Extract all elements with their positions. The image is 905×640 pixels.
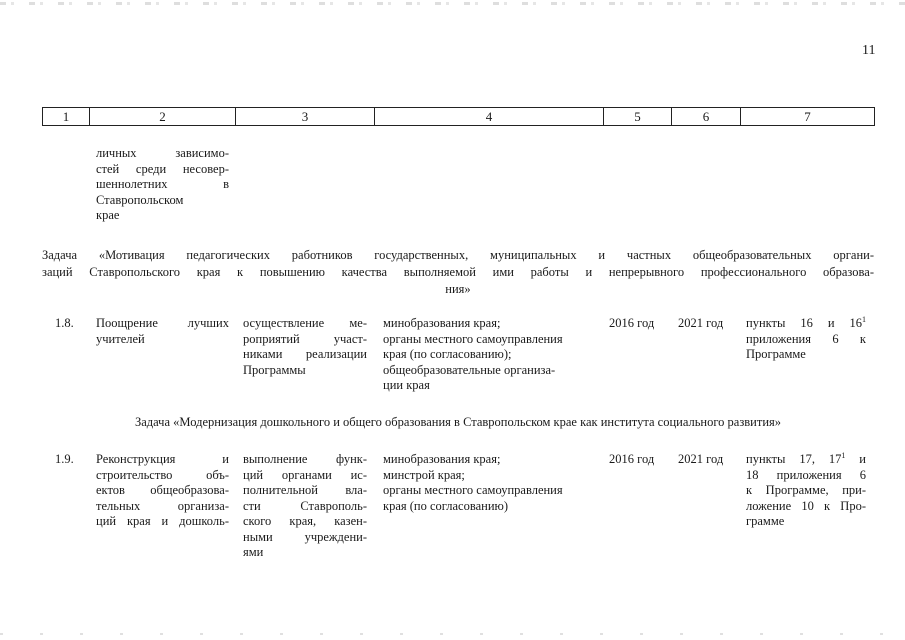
text-line: приложения 6 к (746, 331, 866, 346)
text-line: ций органами ис- (243, 467, 367, 482)
text-line: Поощрение лучших (96, 316, 229, 330)
column-number: 4 (375, 108, 604, 126)
program-link (746, 452, 866, 530)
text-line: ния» (445, 282, 471, 296)
text-line: осуществление ме- (243, 316, 367, 330)
text-line: ями (243, 545, 264, 559)
end-year: 2021 год (678, 316, 724, 330)
text-line (746, 316, 866, 332)
text-line: Задача «Модернизация дошкольного и общего образования в Ставропольском крае как института социального развития» (134, 415, 782, 429)
text-line: 18 приложения 6 (746, 467, 866, 482)
text-line (746, 452, 866, 468)
text-line: органы местного самоуправления (383, 331, 563, 346)
page-number: 11 (862, 43, 876, 58)
text-line: ций края и дошколь- (96, 514, 229, 528)
measure-name (96, 452, 229, 530)
row-number: 1.9. (55, 452, 74, 466)
start-year: 2016 год (609, 452, 655, 466)
column-number: 1 (43, 108, 90, 126)
text-fragment: пункты 17, 17 (746, 452, 842, 466)
text-line: полнительной вла- (243, 483, 367, 497)
text-line: общеобразовательные организа- (383, 362, 556, 377)
measure-name (96, 316, 229, 347)
end-year: 2021 год (678, 452, 724, 466)
column-number: 5 (604, 108, 672, 126)
text-line: Задача «Мотивация педагогических работников государственных, муниципальных и частных общеобразовательных органи- (42, 248, 874, 262)
text-line: ектов общеобразова- (96, 483, 229, 497)
text-line: ции края (383, 378, 430, 392)
column-number: 2 (90, 108, 236, 126)
text-line: Программе (746, 347, 806, 361)
responsible-executors (383, 452, 601, 514)
text-line: сти Ставрополь- (243, 498, 367, 513)
row-number: 1.8. (55, 316, 74, 330)
start-year: 2016 год (609, 316, 655, 330)
implementation-mechanism (243, 452, 367, 561)
program-link (746, 316, 866, 363)
text-line: края (по согласованию) (383, 498, 509, 513)
text-line: выполнение функ- (243, 452, 367, 466)
text-line: минобразования края; (383, 316, 501, 330)
text-line: никами реализации (243, 347, 367, 361)
text-line: учителей (96, 331, 145, 346)
continuation-cell (96, 146, 229, 224)
superscript: 1 (841, 450, 846, 460)
text-line: ными учреждени- (243, 529, 367, 544)
text-line: личных зависимо- (96, 146, 229, 160)
scan-artifact-top (0, 2, 905, 5)
text-line: шеннолетних в (96, 177, 229, 191)
implementation-mechanism (243, 316, 367, 378)
text-line: к Программе, при- (746, 483, 866, 497)
text-line: минстрой края; (383, 467, 465, 482)
text-line: Ставропольском (96, 192, 184, 207)
task-heading-motivation (42, 247, 874, 298)
superscript: 1 (862, 314, 866, 324)
text-fragment: пункты 16 и 16 (746, 316, 862, 330)
text-line: грамме (746, 514, 785, 528)
text-fragment: и (845, 452, 866, 466)
text-line: стей среди несовер- (96, 161, 229, 176)
text-line: Реконструкция и (96, 452, 229, 466)
text-line: ложение 10 к Про- (746, 498, 866, 513)
column-number: 3 (236, 108, 375, 126)
text-line: края (по согласованию); (383, 347, 512, 361)
responsible-executors (383, 316, 601, 394)
text-line: ского края, казен- (243, 514, 367, 528)
text-line: роприятий участ- (243, 331, 367, 346)
column-number-header (42, 107, 875, 126)
text-line: минобразования края; (383, 452, 501, 466)
text-line: органы местного самоуправления (383, 483, 563, 497)
text-line: строительство объ- (96, 467, 229, 482)
scan-artifact-bottom (0, 633, 905, 635)
column-number: 6 (672, 108, 741, 126)
task-heading-modernization (42, 414, 874, 431)
text-line: заций Ставропольского края к повышению качества выполняемой ими работы и непрерывного профессионального образова- (42, 265, 874, 279)
text-line: тельных организа- (96, 498, 229, 513)
text-line: Программы (243, 362, 306, 377)
text-line: крае (96, 208, 120, 222)
column-number: 7 (741, 108, 875, 126)
